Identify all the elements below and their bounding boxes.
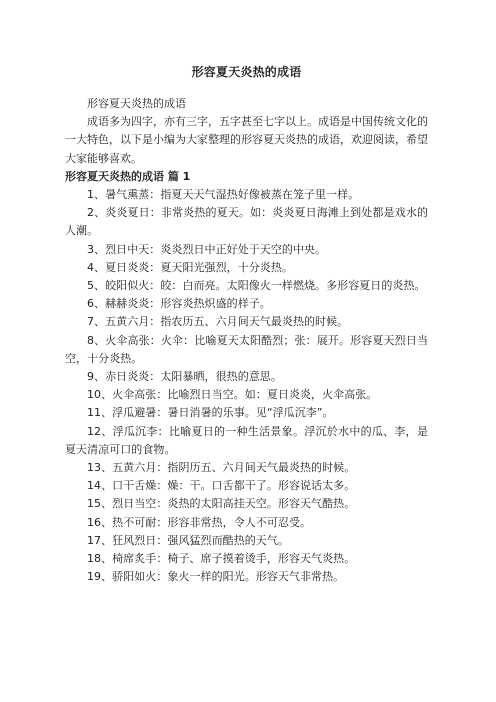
list-item: 1、暑气熏蒸：指夏天天气湿热好像被蒸在笼子里一样。 xyxy=(87,188,360,202)
idiom-list xyxy=(65,186,428,586)
list-item: 8、火伞高张：火伞：比喻夏天太阳酷烈；张：展开。形容夏天烈日当空，十分炎热。 xyxy=(65,333,428,365)
list-item: 7、五黄六月：指农历五、六月间天气最炎热的时候。 xyxy=(87,315,349,329)
list-item: 19、骄阳如火：象火一样的阳光。形容天气非常热。 xyxy=(87,570,345,584)
list-item: 9、赤日炎炎：太阳暴晒，很热的意思。 xyxy=(87,370,282,384)
section-heading: 形容夏天炎热的成语 篇 1 xyxy=(65,169,191,183)
list-item: 13、五黄六月：指阴历五、六月间天气最炎热的时候。 xyxy=(87,461,356,475)
list-item: 3、烈日中天：炎炎烈日中正好处于天空的中央。 xyxy=(87,242,327,256)
list-item: 17、狂风烈日：强风猛烈而酷热的天气。 xyxy=(87,533,289,547)
list-item: 6、赫赫炎炎：形容炎热炽盛的样子。 xyxy=(87,297,271,311)
document-title: 形容夏天炎热的成语 xyxy=(191,65,302,79)
intro-paragraph: 成语多为四字，亦有三字，五字甚至七字以上。成语是中国传统文化的一大特色，以下是小编为大家整理的形容夏天炎热的成语，欢迎阅读，希望大家能够喜欢。 xyxy=(65,115,428,165)
list-item: 16、热不可耐：形容非常热，令人不可忍受。 xyxy=(87,515,312,529)
list-item: 4、夏日炎炎：夏天阳光强烈，十分炎热。 xyxy=(87,260,293,274)
list-item: 2、炎炎夏日：非常炎热的夏天。如：炎炎夏日海滩上到处都是戏水的人潮。 xyxy=(65,206,428,238)
list-item: 14、口干舌燥：燥：干。口舌都干了。形容说话太多。 xyxy=(87,479,356,493)
document-subtitle: 形容夏天炎热的成语 xyxy=(87,97,186,110)
list-item: 18、椅席炙手：椅子、席子摸着烫手，形容天气炎热。 xyxy=(87,552,356,566)
list-item: 15、烈日当空：炎热的太阳高挂天空。形容天气酷热。 xyxy=(87,497,356,511)
list-item: 5、皎阳似火：皎：白而亮。太阳像火一样燃烧。多形容夏日的炎热。 xyxy=(87,279,426,293)
list-item: 11、浮瓜避暑：暑日消暑的乐事。见“浮瓜沉李”。 xyxy=(87,406,334,420)
list-item: 12、浮瓜沉李：比喻夏日的一种生活景象。浮沉於水中的瓜、李，是夏天清凉可口的食物。 xyxy=(65,424,428,456)
list-item: 10、火伞高张：比喻烈日当空。如：夏日炎炎，火伞高张。 xyxy=(87,388,378,402)
